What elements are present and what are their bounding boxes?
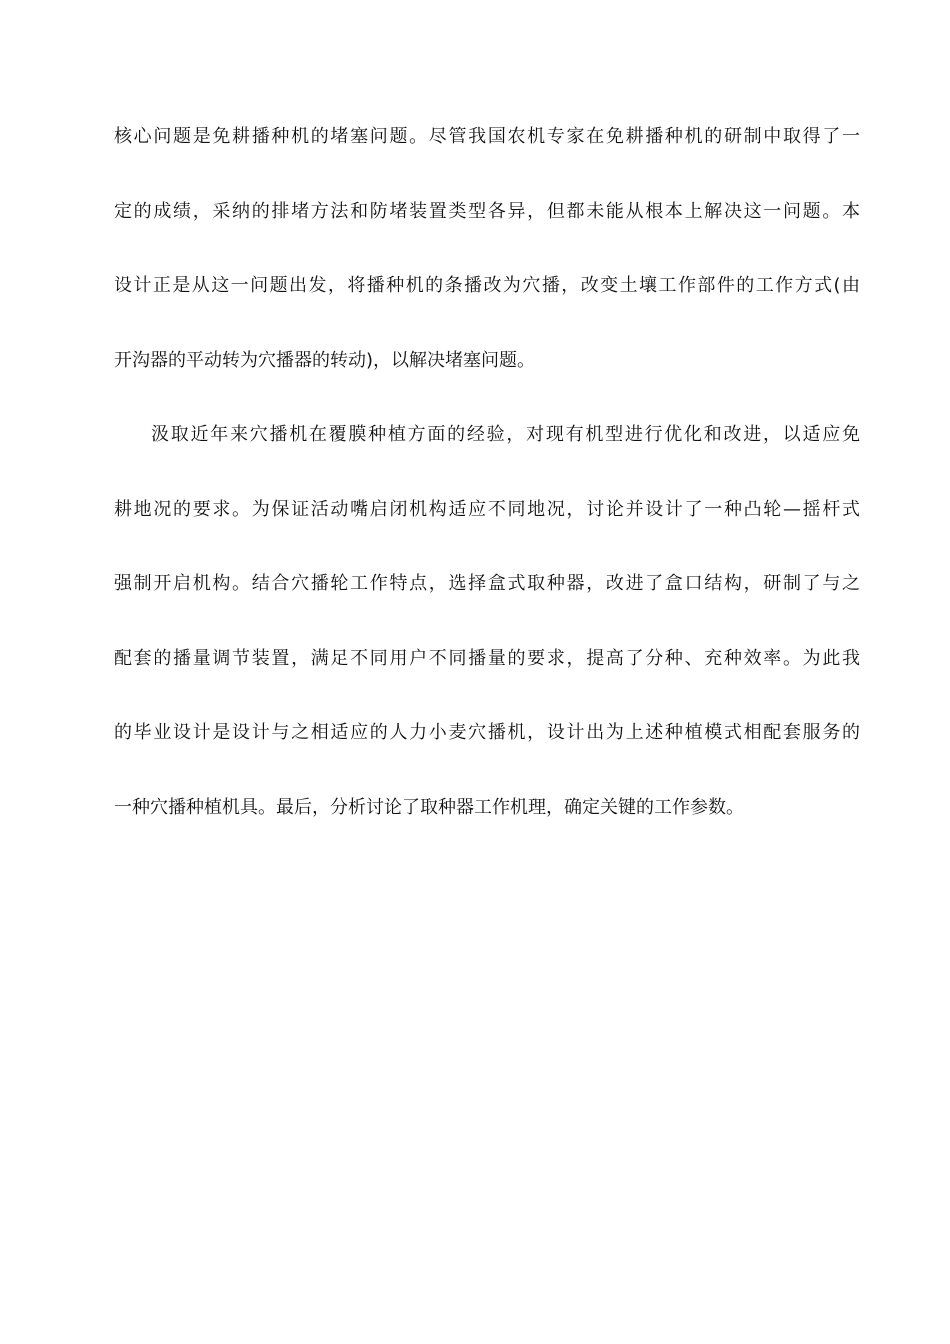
paragraph-2 bbox=[114, 415, 860, 862]
text-line: 定的成绩，采纳的排堵方法和防堵装置类型各异，但都未能从根本上解决这一问题。本 bbox=[114, 200, 860, 222]
text-line: 配套的播量调节装置，满足不同用户不同播量的要求，提高了分种、充种效率。为此我 bbox=[114, 647, 860, 669]
paragraph-1 bbox=[114, 117, 860, 415]
body-text bbox=[114, 117, 860, 862]
text-line: 汲取近年来穴播机在覆膜种植方面的经验，对现有机型进行优化和改进，以适应免 bbox=[151, 424, 860, 445]
text-line: 设计正是从这一问题出发，将播种机的条播改为穴播，改变土壤工作部件的工作方式(由 bbox=[114, 275, 860, 296]
text-line: 耕地况的要求。为保证活动嘴启闭机构适应不同地况，讨论并设计了一种凸轮—摇杆式 bbox=[114, 498, 860, 520]
text-line: 开沟器的平动转为穴播器的转动)，以解决堵塞问题。 bbox=[114, 349, 536, 371]
text-line: 核心问题是免耕播种机的堵塞问题。尽管我国农机专家在免耕播种机的研制中取得了一 bbox=[114, 126, 860, 147]
text-line: 一种穴播种植机具。最后，分析讨论了取种器工作机理，确定关键的工作参数。 bbox=[114, 796, 744, 818]
text-line: 的毕业设计是设计与之相适应的人力小麦穴播机，设计出为上述种植模式相配套服务的 bbox=[114, 722, 860, 743]
text-line: 强制开启机构。结合穴播轮工作特点，选择盒式取种器，改进了盒口结构，研制了与之 bbox=[114, 573, 860, 594]
